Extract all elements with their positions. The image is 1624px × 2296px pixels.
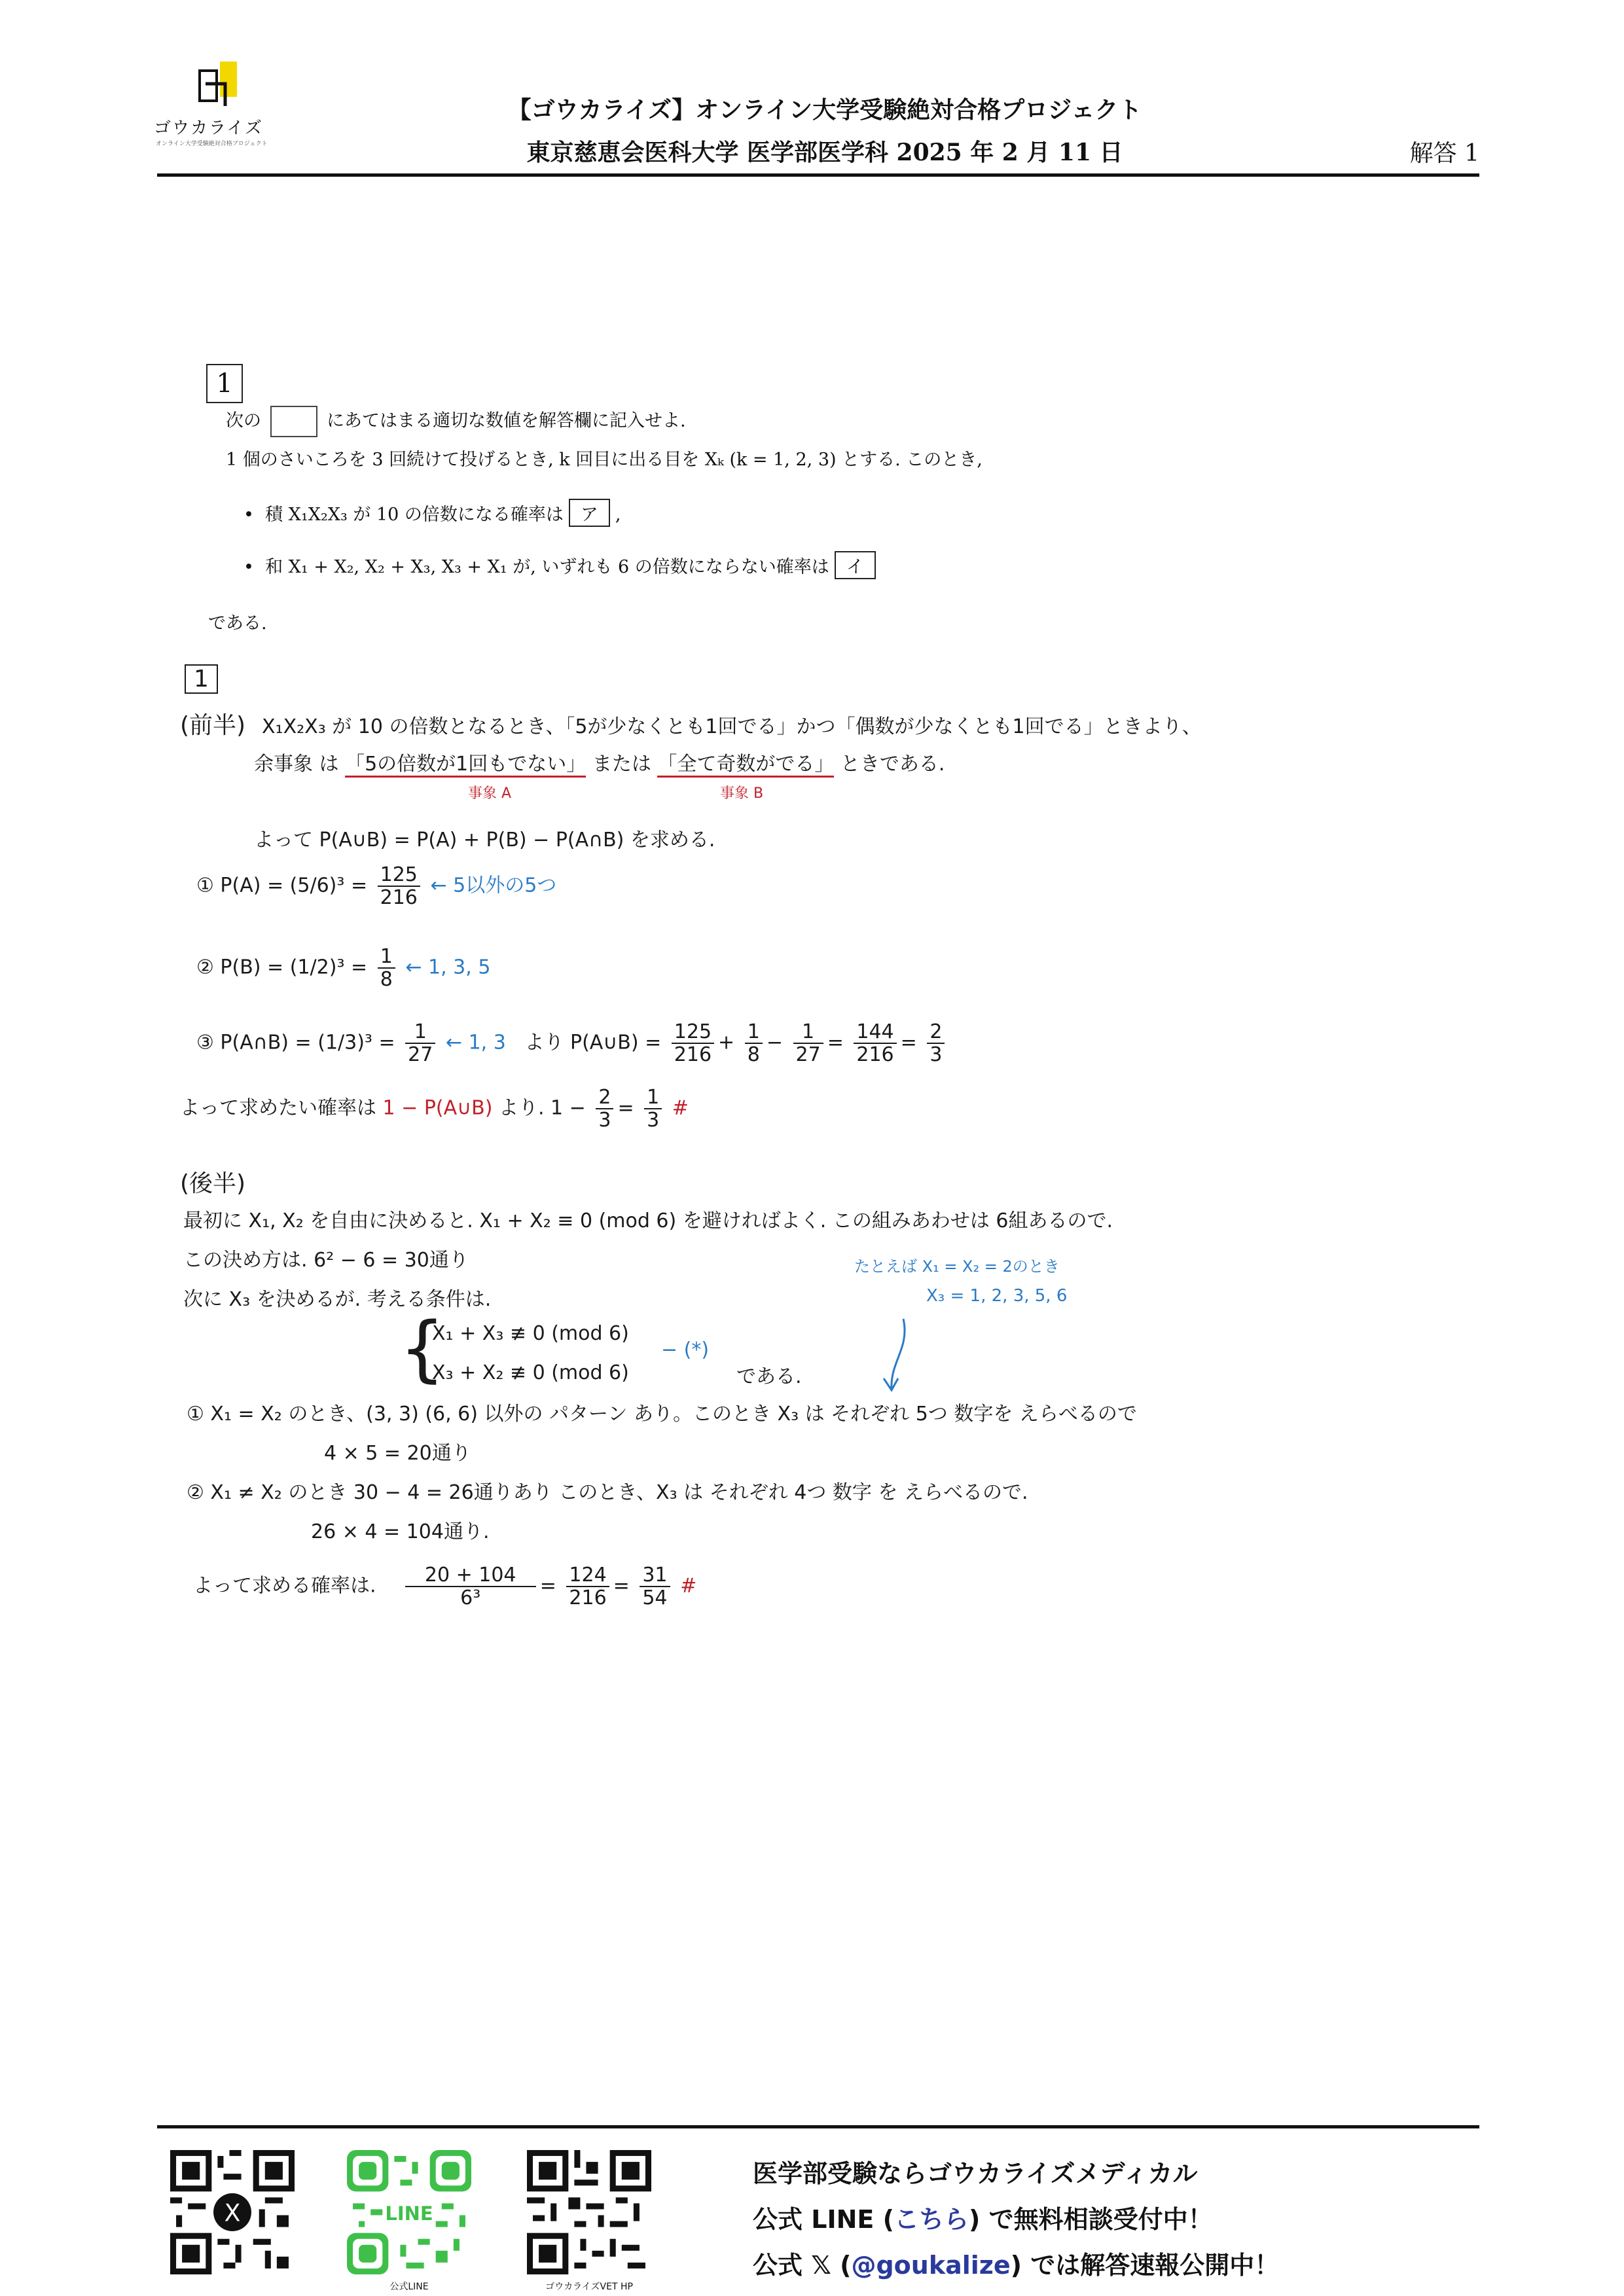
bullet-sum [244, 551, 881, 579]
second-half-line1: 最初に X₁, X₂ を自由に決めると. X₁ + X₂ ≡ 0 (mod 6) を避ければよく. この組みあわせは 6組あるので. [183, 1210, 1113, 1232]
line2-post: ときである. [840, 753, 945, 776]
bullet-dot: • [244, 557, 266, 577]
step2 [196, 946, 490, 990]
step2-base: (1/2)³ = [289, 956, 368, 979]
step2-result: $\frac{1}{8}$ [378, 946, 395, 990]
step1-result: $\frac{125}{216}$ [378, 864, 420, 908]
case2: ② X₁ ≠ X₂ のとき 30 − 4 = 26通りあり このとき、X₃ は それぞれ 4つ 数字 を えらべるので. [187, 1481, 1028, 1504]
final2-expression: $\frac{20 + 104}{\text{6³}}$ [405, 1564, 536, 1609]
logo-text: ゴウカライズ [154, 118, 263, 138]
answer2-mark: # [680, 1574, 697, 1598]
event-b-label: 事象 B [720, 785, 764, 802]
solution-number: 1 [185, 664, 218, 694]
step2-label: ② P(B) = [196, 956, 284, 979]
bullet2-text: 和 X₁ + X₂, X₂ + X₃, X₃ + X₁ が, いずれも 6 の倍数にならない確率は [265, 557, 829, 577]
event-a-label: 事象 A [468, 785, 512, 802]
blue-note-2: X₃ = 1, 2, 3, 5, 6 [926, 1286, 1068, 1306]
x-handle-link[interactable]: @goukalize [851, 2251, 1011, 2280]
page-label: 解答 1 [1409, 140, 1479, 167]
sum-term2: $\frac{1}{8}$ [745, 1021, 763, 1066]
step1-note: ← 5以外の5つ [430, 874, 557, 897]
final2-mid: $\frac{124}{216}$ [566, 1564, 609, 1609]
qr-line-icon[interactable] [347, 2150, 471, 2274]
event-b-text: 「全て奇数がでる」 [657, 753, 834, 778]
qr3-label: ゴウカライズVET HP [545, 2282, 633, 2292]
sum-term1: $\frac{125}{216}$ [672, 1021, 714, 1066]
footer-line1: 医学部受験ならゴウカライズメディカル [753, 2159, 1198, 2188]
second-half-line2: この決め方は. 6² − 6 = 30通り [183, 1249, 469, 1272]
step1-base: (5/6)³ = [289, 874, 368, 897]
step3-result: $\frac{1}{27}$ [405, 1021, 435, 1066]
condition-2: X₃ + X₂ ≢ 0 (mod 6) [432, 1361, 629, 1384]
second-half-heading: (後半) [180, 1170, 246, 1197]
blank-box [270, 406, 317, 437]
complement-label: 余事象 は [254, 753, 339, 776]
second-half-answer: $\frac{31}{54}$ [640, 1564, 670, 1609]
bullet1-text: 積 X₁X₂X₃ が 10 の倍数になる確率は [265, 505, 564, 525]
sum-term3: $\frac{1}{27}$ [793, 1021, 823, 1066]
svg-text:X: X [224, 2198, 241, 2227]
step3-label: ③ P(A∩B) = [196, 1031, 312, 1054]
condition-tag: − (*) [661, 1338, 710, 1361]
footer-line3 [753, 2245, 1279, 2281]
case1-calc: 4 × 5 = 20通り [324, 1442, 471, 1465]
footer-line3-post: ) では解答速報公開中！ [1010, 2251, 1280, 2280]
header-rule [157, 173, 1479, 177]
first-half-heading: (前半) [180, 712, 246, 739]
first-half-answer: $\frac{1}{3}$ [644, 1086, 662, 1131]
blue-note-1: たとえば X₁ = X₂ = 2のとき [854, 1257, 1060, 1276]
condition-1: X₁ + X₃ ≢ 0 (mod 6) [432, 1322, 629, 1345]
final-pre: よって求めたい確率は [180, 1096, 376, 1120]
header-title-line1: 【ゴウカライズ】オンライン大学受験絶対合格プロジェクト [507, 96, 1142, 124]
step2-note: ← 1, 3, 5 [405, 956, 491, 979]
bullet-dot: • [244, 505, 266, 525]
instruction-pre: 次の [226, 410, 261, 431]
answer-box-a: ア [569, 499, 610, 527]
case1: ① X₁ = X₂ のとき、(3, 3) (6, 6) 以外の パターン あり。このとき X₃ は それぞれ 5つ 数字を えらべるので [187, 1403, 1137, 1426]
problem-closing: である. [208, 613, 267, 634]
footer-line2-pre: 公式 LINE ( [753, 2205, 894, 2234]
footer-rule [157, 2125, 1479, 2128]
final-mid: より. 1 − [498, 1096, 586, 1120]
bullet-product [244, 499, 621, 527]
step1-label: ① P(A) = [196, 874, 284, 897]
problem-instruction [226, 406, 686, 437]
footer-line2 [753, 2199, 1213, 2235]
first-half-line2 [254, 747, 945, 776]
step3: ③ P(A∩B) = (1/3)³ = $\frac{1}{27}$ ← 1, 3 より P(A∪B) = $\frac{125}{216}$ + $\frac{1}{8}$ − $\frac{1}{27}$ = $\frac{144}{216}$ = $\frac{2}{3}$ [196, 1021, 948, 1066]
or-text: または [592, 753, 651, 776]
first-half-line3: よって P(A∪B) = P(A) + P(B) − P(A∩B) を求める. [254, 829, 715, 852]
final-two-thirds: $\frac{2}{3}$ [596, 1086, 613, 1131]
step3-continuation: より P(A∪B) = [524, 1031, 662, 1054]
final2-pre: よって求める確率は. [193, 1574, 376, 1598]
step1 [196, 864, 556, 908]
instruction-post: にあてはまる適切な数値を解答欄に記入せよ. [327, 410, 686, 431]
bullet1-post: , [615, 505, 621, 525]
final-red-expression: 1 − P(A∪B) [382, 1096, 493, 1120]
header-title-line2: 東京慈恵会医科大学 医学部医学科 2025 年 2 月 11 日 [526, 139, 1123, 166]
answer-box-i: イ [835, 551, 876, 579]
logo-subtitle: オンライン大学受験絶対合格プロジェクト [156, 141, 268, 147]
qr2-label: 公式LINE [389, 2282, 429, 2292]
event-a-text: 「5の倍数が1回もでない」 [345, 753, 586, 778]
second-half-final: よって求める確率は. $\frac{20 + 104}{\text{6³}}$ = $\frac{124}{216}$ = $\frac{31}{54}$ # [193, 1564, 697, 1609]
answer-mark: # [672, 1096, 689, 1120]
step3-base: (1/3)³ = [317, 1031, 395, 1054]
problem-statement: 1 個のさいころを 3 回続けて投げるとき, k 回目に出る目を Xₖ (k = 1, 2, 3) とする. このとき, [226, 450, 983, 470]
first-half-line1: X₁X₂X₃ が 10 の倍数となるとき、「5が少なくとも1回でる」かつ「偶数が少なくとも1回でる」ときより、 [262, 715, 1202, 738]
svg-text:LINE: LINE [385, 2202, 433, 2225]
second-half-line3: 次に X₃ を決めるが. 考える条件は. [183, 1288, 492, 1311]
first-half-final: よって求めたい確率は 1 − P(A∪B) より. 1 − $\frac{2}{3}$ = $\frac{1}{3}$ # [180, 1086, 689, 1132]
case2-calc: 26 × 4 = 104通り. [311, 1520, 490, 1543]
blue-arrow-icon [877, 1316, 916, 1394]
sum-result: $\frac{144}{216}$ [854, 1021, 896, 1066]
problem-number: 1 [206, 364, 243, 403]
qr-hp-icon[interactable] [527, 2150, 651, 2274]
sum-simplified: $\frac{2}{3}$ [927, 1021, 945, 1066]
qr-x-icon[interactable] [170, 2150, 295, 2274]
line-link[interactable]: こちら [893, 2205, 969, 2234]
logo-mark-icon [196, 59, 242, 111]
footer-line3-pre: 公式 𝕏 ( [753, 2251, 852, 2280]
condition-brace: { [399, 1306, 445, 1390]
footer-line2-post: ) で無料相談受付中！ [968, 2205, 1213, 2234]
condition-post: である. [736, 1365, 802, 1388]
step3-note: ← 1, 3 [445, 1031, 506, 1054]
